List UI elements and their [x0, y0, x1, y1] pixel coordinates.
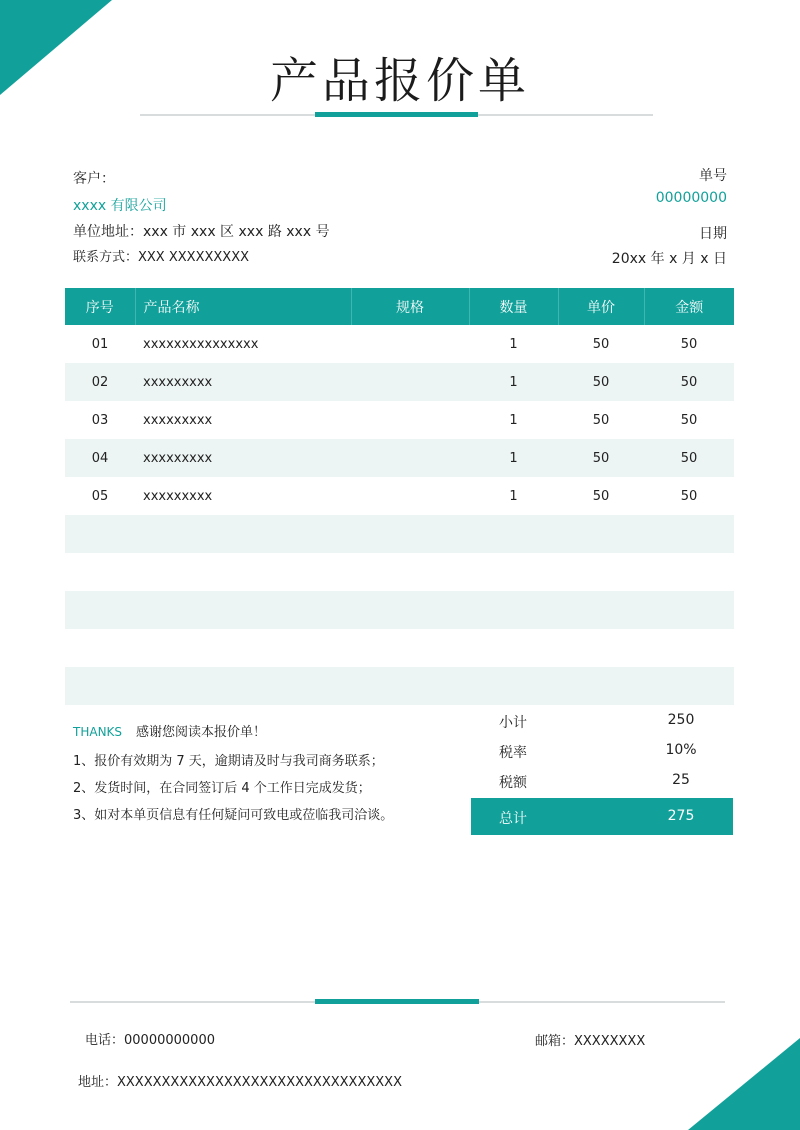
thanks-label: THANKS	[73, 725, 123, 739]
note-item: 1、报价有效期为 7 天，逾期请及时与我司商务联系；	[73, 754, 384, 769]
header-amount: 金额	[644, 288, 734, 325]
thanks-line	[73, 722, 463, 752]
cell-name	[135, 553, 351, 591]
title-accent-bar	[315, 112, 478, 117]
order-date: 20xx 年 x 月 x 日	[611, 251, 727, 267]
note-item: 2、发货时间，在合同签订后 4 个工作日完成发货；	[73, 781, 371, 796]
table-row	[65, 667, 734, 705]
cell-name: xxxxxxxxx	[143, 412, 213, 428]
cell-spec	[351, 401, 469, 439]
header-qty: 数量	[469, 288, 558, 325]
cell-spec	[351, 553, 469, 591]
table-row	[65, 591, 734, 629]
cell-spec	[351, 477, 469, 515]
cell-spec	[351, 439, 469, 477]
cell-name	[135, 591, 351, 629]
tax-row	[471, 768, 733, 798]
cell-name: xxxxxxxxxxxxxxx	[143, 336, 259, 352]
cell-price	[558, 667, 644, 705]
cell-qty	[469, 515, 558, 553]
cell-name: xxxxxxxxx	[135, 363, 351, 401]
cell-no	[65, 629, 135, 667]
cell-spec	[351, 667, 469, 705]
thanks-text: 感谢您阅读本报价单！	[136, 725, 267, 740]
tax-rate-value: 10%	[665, 742, 697, 758]
footer-address: 地址：XXXXXXXXXXXXXXXXXXXXXXXXXXXXXXXX	[78, 1075, 402, 1090]
cell-name	[135, 515, 351, 553]
table-row	[65, 553, 734, 591]
table-row	[65, 477, 734, 515]
table-row	[65, 629, 734, 667]
header-no: 序号	[65, 288, 135, 325]
page-title: 产品报价单	[269, 53, 530, 109]
tax-rate-row	[471, 738, 733, 768]
footer-accent-bar	[315, 999, 479, 1004]
cell-name	[135, 667, 351, 705]
cell-amount	[644, 515, 734, 553]
table-row	[65, 401, 734, 439]
cell-no	[65, 553, 135, 591]
cell-no	[65, 515, 135, 553]
cell-no	[65, 667, 135, 705]
customer-address: 单位地址：xxx 市 xxx 区 xxx 路 xxx 号	[73, 224, 330, 240]
cell-qty	[469, 591, 558, 629]
customer-contact: 联系方式：XXX XXXXXXXXX	[73, 250, 250, 265]
table-header-row	[65, 288, 734, 325]
subtotal-row	[471, 708, 733, 738]
cell-name	[135, 629, 351, 667]
cell-amount: 50	[644, 439, 734, 477]
cell-amount	[644, 667, 734, 705]
notes-section	[73, 722, 463, 833]
order-date-label: 日期	[699, 226, 727, 242]
cell-price: 50	[592, 336, 610, 352]
cell-qty: 1	[509, 412, 518, 428]
table-row	[65, 439, 734, 477]
note-item: 3、如对本单页信息有任何疑问可致电或莅临我司洽谈。	[73, 808, 394, 823]
cell-amount: 50	[680, 412, 698, 428]
cell-qty: 1	[509, 488, 518, 504]
tax-rate-label: 税率	[499, 745, 527, 761]
cell-name: xxxxxxxxx	[143, 488, 213, 504]
summary-box	[471, 708, 733, 835]
cell-no	[65, 591, 135, 629]
table-row	[65, 325, 734, 363]
cell-amount	[644, 553, 734, 591]
tax-label: 税额	[499, 775, 527, 791]
subtotal-value: 250	[667, 712, 695, 728]
cell-qty: 1	[469, 439, 558, 477]
cell-price	[558, 629, 644, 667]
cell-qty	[469, 629, 558, 667]
header-spec: 规格	[351, 288, 469, 325]
table-row	[65, 515, 734, 553]
cell-qty: 1	[509, 336, 518, 352]
cell-spec	[351, 325, 469, 363]
cell-qty	[469, 667, 558, 705]
cell-amount: 50	[644, 363, 734, 401]
items-table	[65, 288, 734, 705]
cell-spec	[351, 515, 469, 553]
cell-spec	[351, 629, 469, 667]
header-name: 产品名称	[135, 288, 351, 325]
footer-email: 邮箱：XXXXXXXX	[535, 1034, 646, 1049]
cell-amount	[644, 591, 734, 629]
cell-amount: 50	[680, 488, 698, 504]
subtotal-label: 小计	[499, 715, 527, 731]
cell-amount: 50	[680, 336, 698, 352]
cell-no: 05	[91, 488, 109, 504]
cell-amount	[644, 629, 734, 667]
table-row	[65, 363, 734, 401]
cell-qty	[469, 553, 558, 591]
cell-spec	[351, 591, 469, 629]
order-number: 00000000	[655, 190, 727, 206]
customer-label: 客户：	[73, 171, 115, 187]
total-row	[471, 798, 733, 835]
total-label: 总计	[499, 811, 527, 827]
cell-price	[558, 591, 644, 629]
cell-price: 50	[592, 412, 610, 428]
cell-qty: 1	[469, 363, 558, 401]
footer-phone: 电话：00000000000	[85, 1033, 215, 1048]
cell-no: 01	[91, 336, 109, 352]
cell-name: xxxxxxxxx	[135, 439, 351, 477]
order-number-label: 单号	[699, 168, 727, 184]
header-price: 单价	[558, 288, 644, 325]
cell-spec	[351, 363, 469, 401]
cell-no: 04	[65, 439, 135, 477]
cell-price	[558, 553, 644, 591]
cell-no: 03	[91, 412, 109, 428]
total-value: 275	[667, 808, 695, 824]
customer-company: xxxx 有限公司	[73, 198, 167, 214]
cell-price	[558, 515, 644, 553]
cell-price: 50	[558, 439, 644, 477]
corner-decoration-bottom-right	[688, 1038, 800, 1130]
cell-price: 50	[592, 488, 610, 504]
cell-price: 50	[558, 363, 644, 401]
cell-no: 02	[65, 363, 135, 401]
tax-value: 25	[672, 772, 690, 788]
